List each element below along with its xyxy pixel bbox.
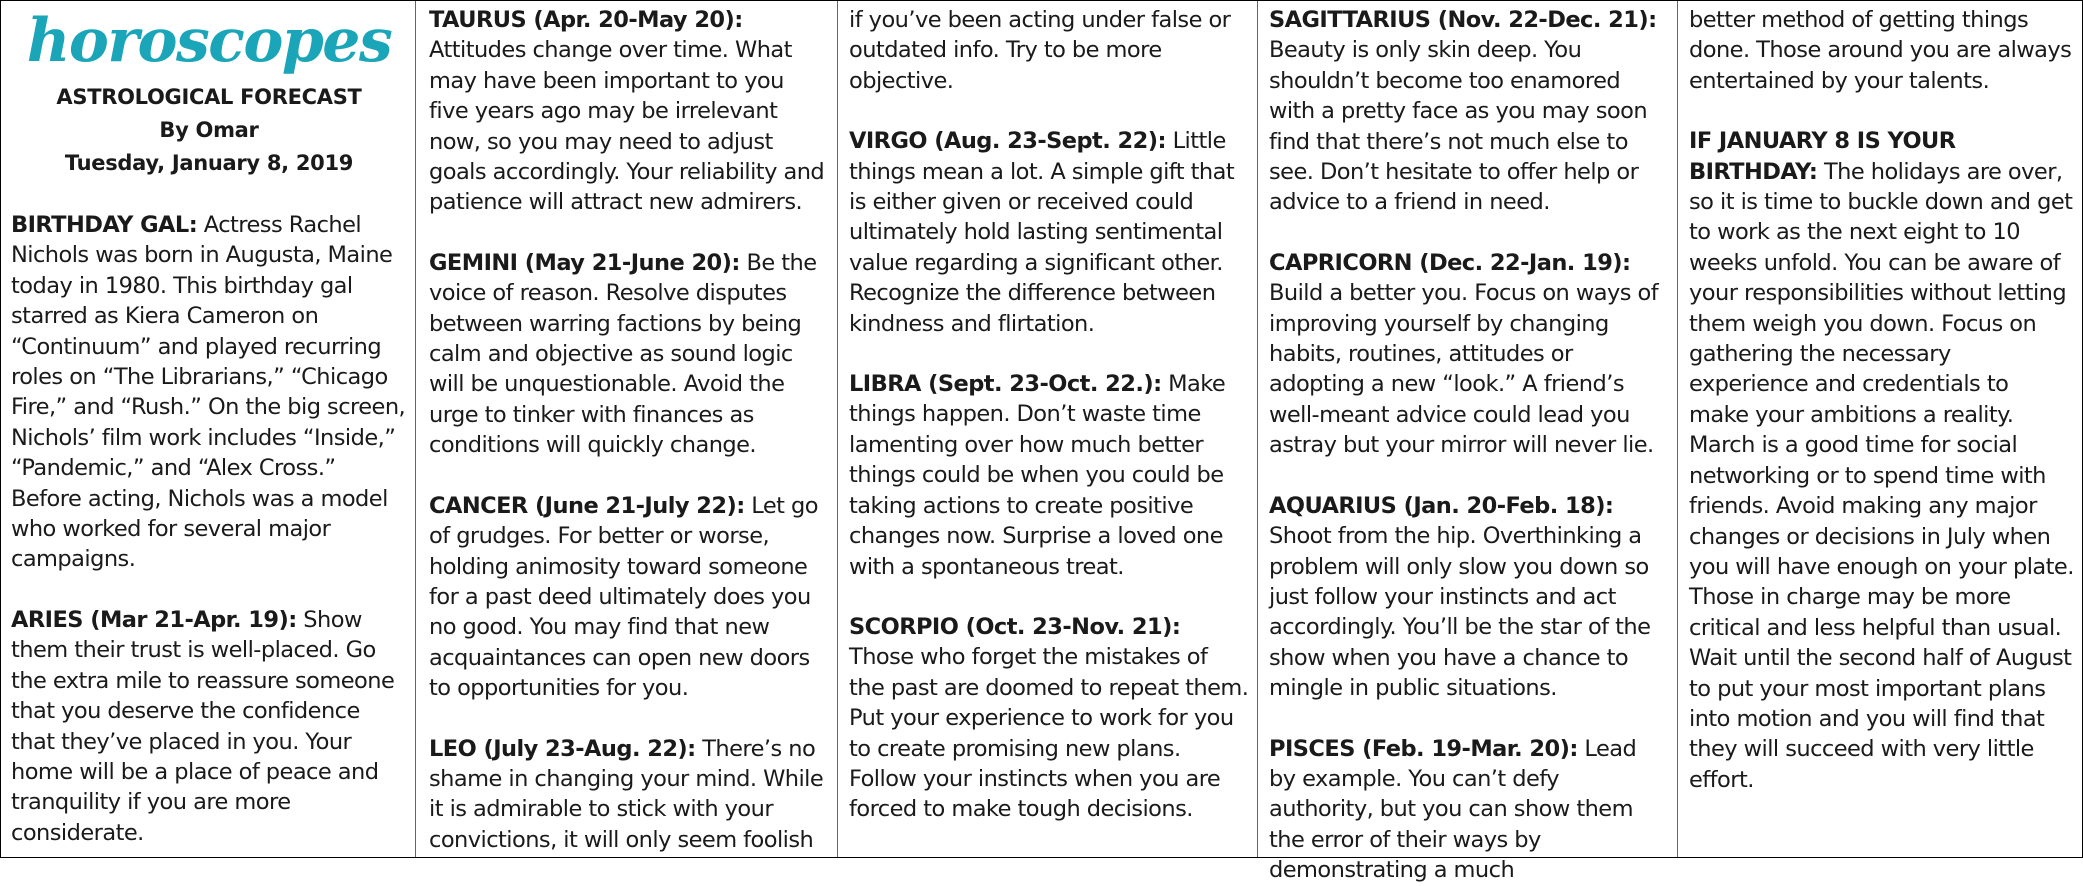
publication-date: Tuesday, January 8, 2019 — [64, 151, 354, 175]
sign-heading: GEMINI (May 21-June 20): — [429, 249, 740, 276]
byline: By Omar — [159, 118, 259, 142]
column-5 — [1679, 1, 2082, 857]
sign-heading: LEO (July 23-Aug. 22): — [429, 735, 696, 762]
entry-heading: IF JANUARY 8 IS YOUR BIRTHDAY: — [1689, 128, 1956, 185]
sign-entry-cancer — [429, 491, 829, 704]
sign-text: Build a better you. Focus on ways of improving yourself by changing habits, routines, attitudes or adopting a new “look.” A friend’s well-meant advice could lead you astray but your mirror will never lie. — [1269, 280, 1659, 459]
sign-text: Lead by example. You can’t defy authority, but you can show them the error of their ways by demonstrating a much — [1269, 735, 1637, 884]
sign-entry-taurus — [429, 5, 829, 218]
entry-text: The holidays are over, so it is time to buckle down and get to work as the next eight to 10 weeks unfold. You can be aware of your responsibilities without letting them weigh you down. Focus on gathering the necessary experience and credentials to make your ambitions a reality. March is a good time for social networking or to spend time with friends. Avoid making any major changes or decisions in July when you will have enough on your plate. Those in charge may be more critical and less helpful than usual. Wait until the second half of August to put your most important plans into motion and you will find that they will succeed with very little effort. — [1689, 158, 2074, 793]
sign-heading: ARIES (Mar 21-Apr. 19): — [11, 606, 297, 633]
leo-continued: if you’ve been acting under false or outdated info. Try to be more objective. — [849, 7, 1231, 94]
column-divider — [1257, 1, 1258, 857]
sign-heading: SAGITTARIUS (Nov. 22-Dec. 21): — [1269, 7, 1657, 33]
sign-entry-aquarius — [1269, 491, 1669, 704]
masthead — [11, 5, 407, 180]
sign-text: Those who forget the mistakes of the past are doomed to repeat them. Put your experience to work for you to create promising new plans. Follow your instincts when you are forced to make tough decisions. — [849, 644, 1249, 823]
sign-entry-scorpio — [849, 612, 1249, 825]
column-divider — [415, 1, 416, 857]
sign-heading: TAURUS (Apr. 20-May 20): — [429, 7, 743, 33]
section-title: horoscopes — [26, 6, 392, 76]
column-3 — [839, 1, 1257, 857]
pisces-continued: better method of getting things done. Those around you are always entertained by your talents. — [1689, 7, 2072, 94]
sign-heading: CANCER (June 21-July 22): — [429, 492, 745, 519]
sign-heading: LIBRA (Sept. 23-Oct. 22.): — [849, 371, 1162, 398]
sign-text: There’s no shame in changing your mind. While it is admirable to stick with your convictions, it will only seem foolish — [429, 735, 824, 853]
sign-heading: VIRGO (Aug. 23-Sept. 22): — [849, 128, 1166, 155]
sign-entry-virgo — [849, 126, 1249, 339]
column-2 — [419, 1, 837, 857]
sign-entry-sagittarius — [1269, 5, 1669, 218]
sign-text: Let go of grudges. For better or worse, holding animosity toward someone for a past deed ultimately does you no good. You may find that new acquaintances can open new doors to opportunities for you. — [429, 492, 819, 702]
column-1 — [1, 1, 415, 857]
sign-text: Beauty is only skin deep. You shouldn’t become too enamored with a pretty face as you may soon find that there’s not much else to see. Don’t hesitate to offer help or advice to a friend in need. — [1269, 37, 1648, 216]
sign-entry-leo — [429, 734, 829, 856]
entry-text: Actress Rachel Nichols was born in Augusta, Maine today in 1980. This birthday gal starred as Kiera Cameron on “Continuum” and played recurring roles on “The Librarians,” “Chicago Fire,” and “Rush.” On the big screen, Nichols’ film work includes “Inside,” “Pandemic,” and “Alex Cross.” Before acting, Nichols was a model who worked for several major campaigns. — [11, 212, 406, 573]
sign-text: Make things happen. Don’t waste time lamenting over how much better things could be when you could be taking actions to create positive changes now. Surprise a loved one with a spontaneous treat. — [849, 371, 1226, 580]
birthday-forecast-entry — [1689, 126, 2074, 795]
column-4 — [1259, 1, 1677, 884]
sign-entry-aries — [11, 605, 407, 848]
column-divider — [837, 1, 838, 857]
sign-heading: AQUARIUS (Jan. 20-Feb. 18): — [1269, 492, 1614, 519]
sign-text: Show them their trust is well-placed. Go the extra mile to reassure someone that you deserve the confidence that they’ve placed in you. Your home will be a place of peace and tranquility if you are more considerate. — [11, 606, 395, 846]
sign-text: Attitudes change over time. What may have been important to you five years ago may be irrelevant now, so you may need to adjust goals accordingly. Your reliability and patience will attract new admirers. — [429, 37, 825, 216]
sign-heading: PISCES (Feb. 19-Mar. 20): — [1269, 735, 1578, 762]
sign-heading: CAPRICORN (Dec. 22-Jan. 19): — [1269, 249, 1631, 276]
subtitle: ASTROLOGICAL FORECAST — [56, 85, 362, 109]
sign-text: Be the voice of reason. Resolve disputes between warring factions by being calm and objective as sound logic will be unquestionable. Avoid the urge to tinker with finances as conditions will quickly change. — [429, 249, 817, 459]
sign-entry-capricorn — [1269, 248, 1669, 461]
sign-entry-libra — [849, 369, 1249, 582]
sign-text: Shoot from the hip. Overthinking a problem will only slow you down so just follow your instincts and act accordingly. You’ll be the star of the show when you have a chance to mingle in public situations. — [1269, 523, 1651, 702]
sign-heading: SCORPIO (Oct. 23-Nov. 21): — [849, 613, 1181, 640]
column-divider — [1677, 1, 1678, 857]
sign-entry-gemini — [429, 248, 829, 461]
sign-entry-pisces — [1269, 734, 1669, 886]
entry-heading: BIRTHDAY GAL: — [11, 212, 198, 238]
birthday-gal-entry — [11, 210, 407, 575]
sign-text: Little things mean a lot. A simple gift that is either given or received could ultimately hold lasting sentimental value regarding a significant other. Recognize the difference between kindness and flirtation. — [849, 128, 1235, 337]
